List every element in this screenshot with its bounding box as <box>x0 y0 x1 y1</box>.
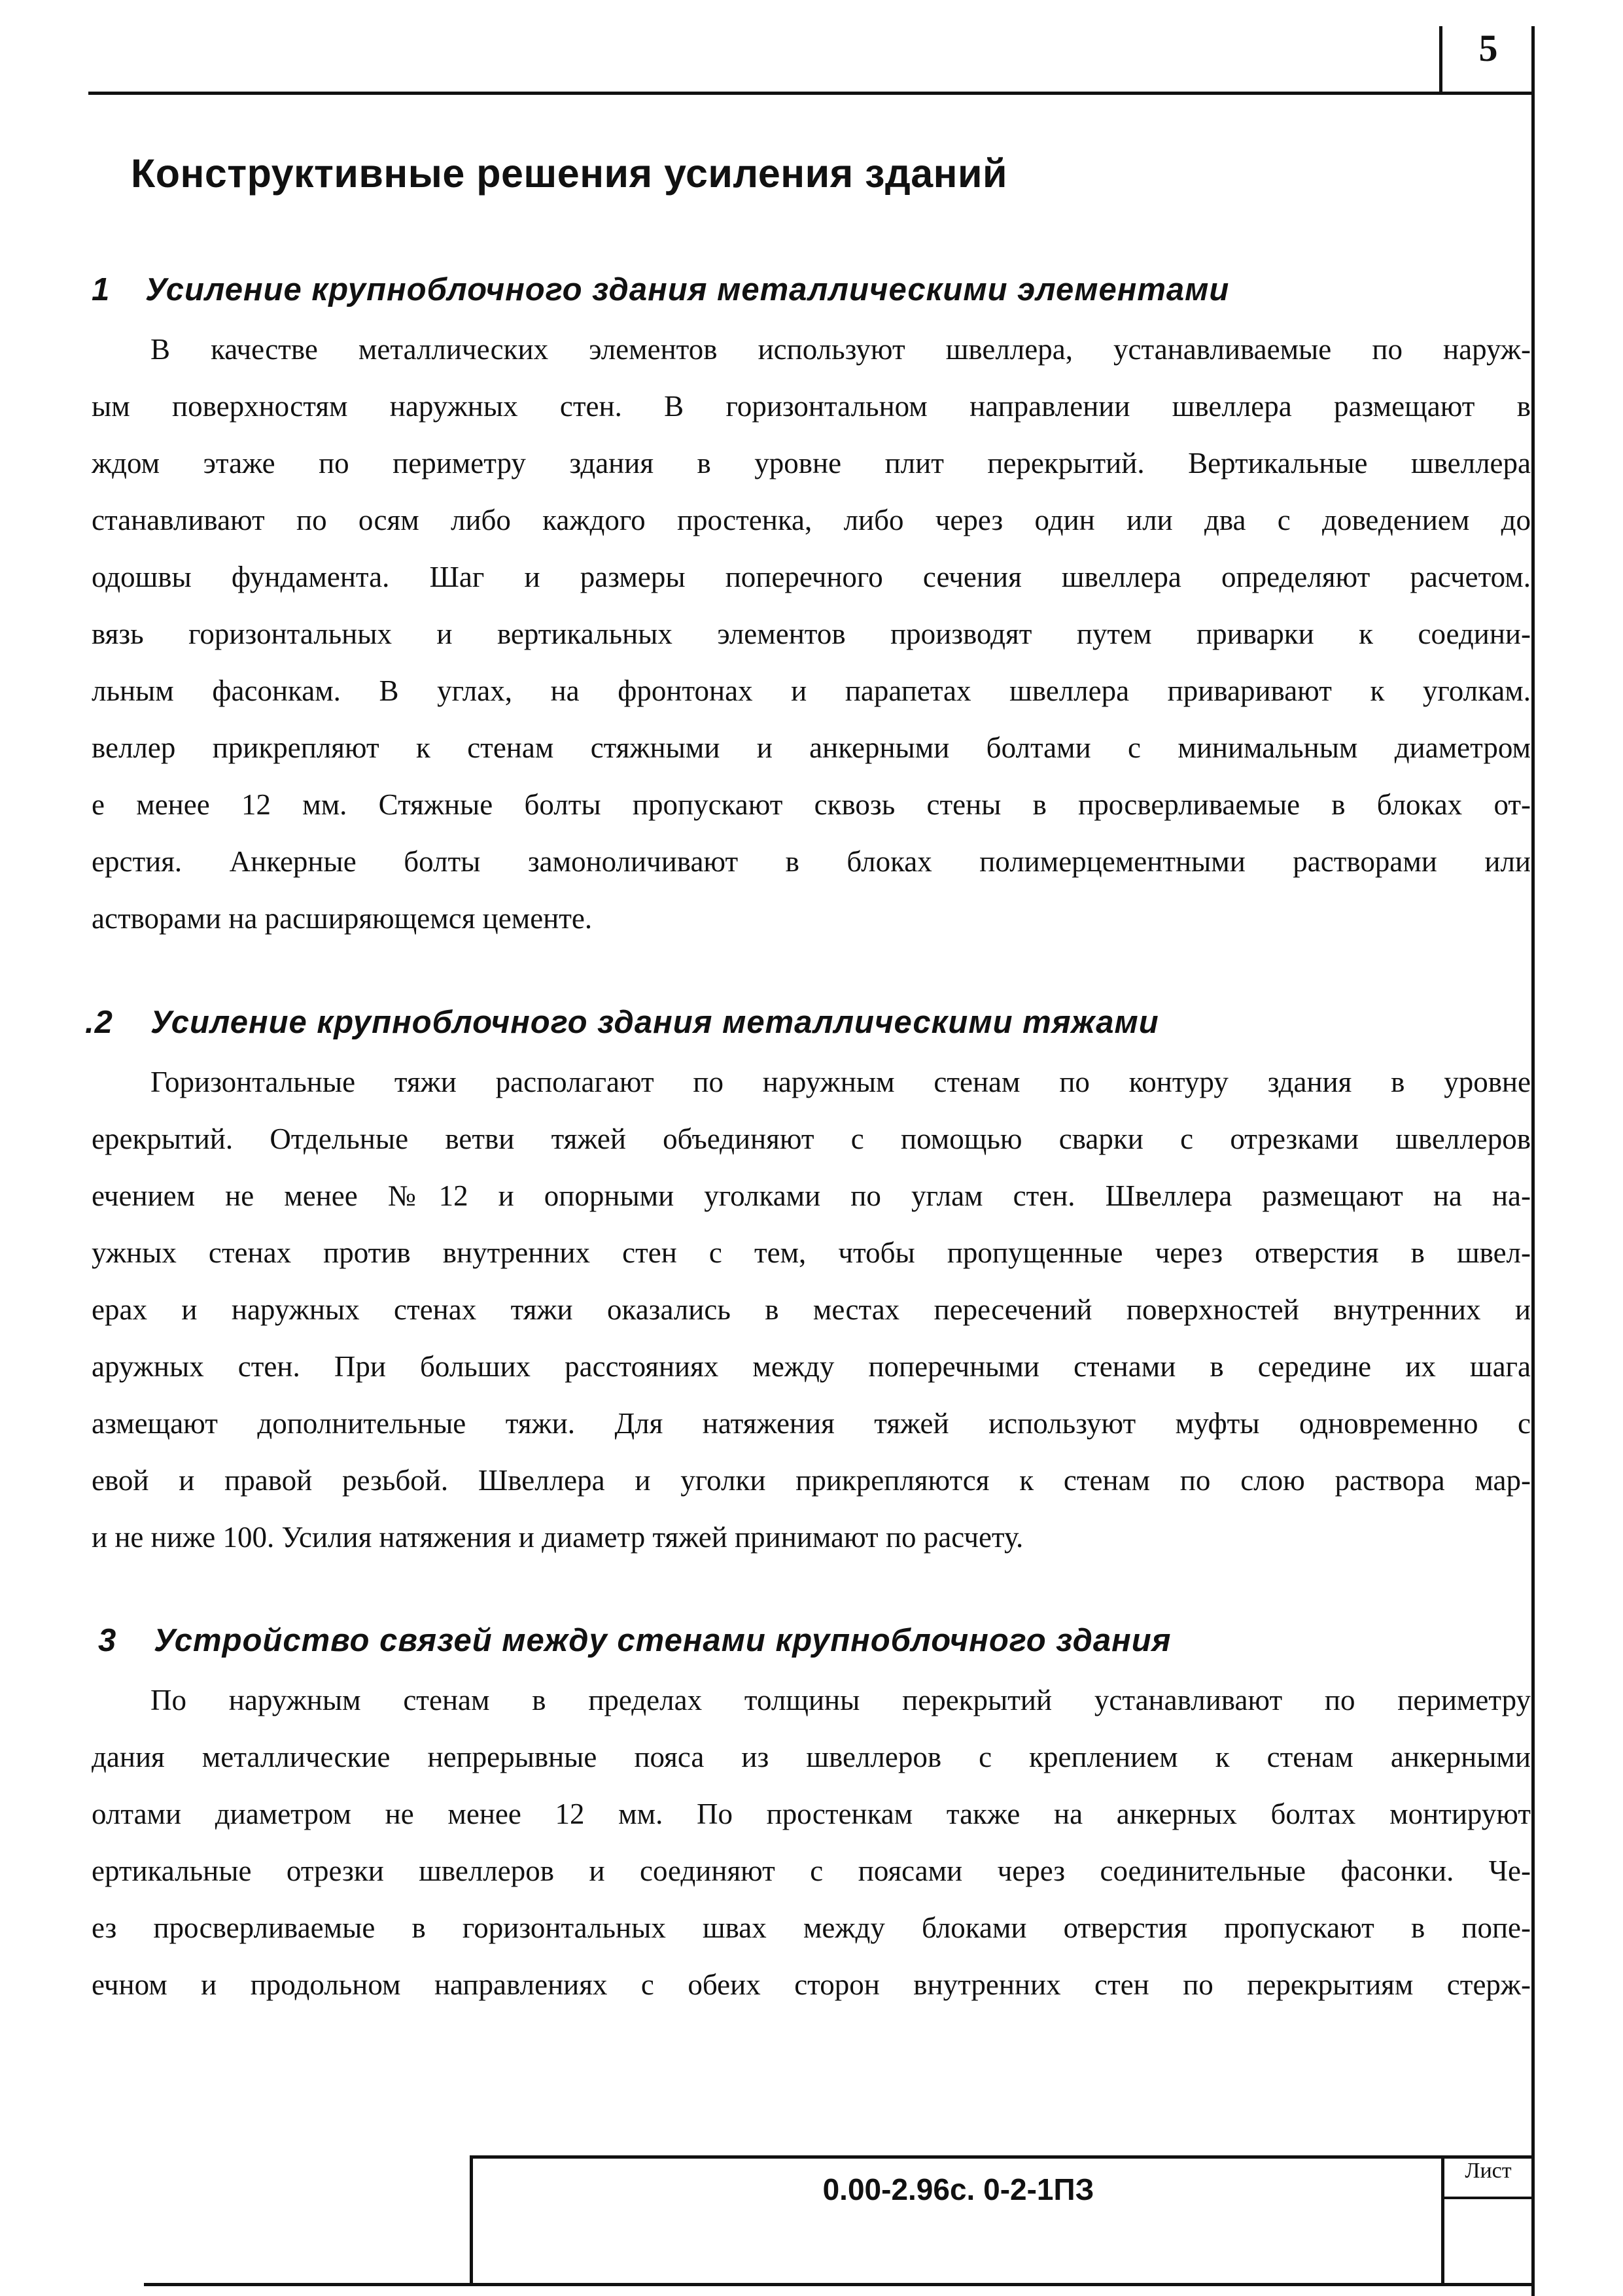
text-line: олтами диаметром не менее 12 мм. По простенкам также на анкерных болтах монтируют <box>92 1798 1531 1830</box>
text-line: ерстия. Анкерные болты замоноличивают в блоках полимерцементными растворами или <box>92 845 1531 878</box>
sheet-label: Лист <box>1465 2159 1512 2183</box>
text-line: ертикальные отрезки швеллеров и соединяют с поясами через соединительные фасонки. Че- <box>92 1854 1531 1887</box>
text-line: астворами на расширяющемся цементе. <box>92 902 593 935</box>
text-line: станавливают по осям либо каждого простенка, либо через один или два с доведением до <box>92 504 1531 536</box>
section-body <box>0 1672 1544 2013</box>
section-3 <box>0 1622 1544 2013</box>
text-line: евой и правой резьбой. Швеллера и уголки прикрепляются к стенам по слою раствора мар- <box>92 1464 1531 1497</box>
section-heading <box>0 1622 1544 1675</box>
section-number: 3 <box>98 1623 117 1658</box>
text-line: веллер прикрепляют к стенам стяжными и анкерными болтами с минимальным диаметром <box>92 731 1531 764</box>
text-line: ез просверливаемые в горизонтальных швах между блоками отверстия пропускают в попе- <box>92 1911 1531 1944</box>
section-heading <box>0 1004 1544 1056</box>
frame-top-line <box>88 92 1534 95</box>
text-line: льным фасонкам. В углах, на фронтонах и парапетах швеллера приваривают к уголкам. <box>92 674 1531 707</box>
page-title: Конструктивные решения усиления зданий <box>131 151 1007 196</box>
stamp-sheet-divider-horizontal <box>1441 2197 1535 2199</box>
section-heading <box>0 271 1544 324</box>
text-line: одошвы фундамента. Шаг и размеры поперечного сечения швеллера определяют расчетом. <box>92 561 1531 593</box>
document-code: 0.00-2.96с. 0-2-1ПЗ <box>822 2172 1094 2206</box>
text-line: ждом этаже по периметру здания в уровне плит перекрытий. Вертикальные швеллера <box>92 447 1531 479</box>
text-line: ерекрытий. Отдельные ветви тяжей объединяют с помощью сварки с отрезками швеллеров <box>92 1122 1531 1155</box>
section-2 <box>0 1004 1544 1566</box>
text-line: азмещают дополнительные тяжи. Для натяжения тяжей используют муфты одновременно с <box>92 1407 1531 1440</box>
text-line: е менее 12 мм. Стяжные болты пропускают сквозь стены в просверливаемые в блоках от- <box>92 788 1531 821</box>
section-body <box>0 1054 1544 1566</box>
stamp-left-line <box>470 2155 473 2286</box>
stamp-top-line <box>470 2155 1535 2159</box>
page-number-divider <box>1439 26 1442 92</box>
section-1 <box>0 271 1544 947</box>
text-line: ечением не менее №12 и опорными уголками по углам стен. Швеллера размещают на на- <box>92 1179 1531 1212</box>
text-line: ечном и продольном направлениях с обеих сторон внутренних стен по перекрытиям стерж- <box>92 1968 1531 2001</box>
section-title: Устройство связей между стенами крупноблочного здания <box>154 1623 1172 1658</box>
section-title: Усиление крупноблочного здания металлическими элементами <box>145 272 1230 307</box>
text-line: ерах и наружных стенах тяжи оказались в местах пересечений поверхностей внутренних и <box>92 1293 1531 1326</box>
text-line: Горизонтальные тяжи располагают по наружным стенам по контуру здания в уровне <box>150 1066 1531 1098</box>
section-body <box>0 321 1544 947</box>
text-line: и не ниже 100. Усилия натяжения и диаметр тяжей принимают по расчету. <box>92 1521 1024 1554</box>
section-number: .2 <box>85 1005 113 1040</box>
text-line: В качестве металлических элементов используют швеллера, устанавливаемые по наруж- <box>150 333 1531 366</box>
text-line: дания металлические непрерывные пояса из швеллеров с креплением к стенам анкерными <box>92 1741 1531 1773</box>
stamp-bottom-line <box>144 2283 1535 2286</box>
section-title: Усиление крупноблочного здания металлическими тяжами <box>150 1005 1159 1040</box>
text-line: ым поверхностям наружных стен. В горизонтальном направлении швеллера размещают в <box>92 390 1531 423</box>
text-line: ужных стенах против внутренних стен с тем, чтобы пропущенные через отверстия в швел- <box>92 1236 1531 1269</box>
text-line: вязь горизонтальных и вертикальных элементов производят путем приварки к соедини- <box>92 617 1531 650</box>
section-number: 1 <box>92 272 111 307</box>
text-line: аружных стен. При больших расстояниях между поперечными стенами в середине их шага <box>92 1350 1531 1383</box>
text-line: По наружным стенам в пределах толщины перекрытий устанавливают по периметру <box>150 1684 1531 1716</box>
page-number: 5 <box>1478 27 1498 69</box>
